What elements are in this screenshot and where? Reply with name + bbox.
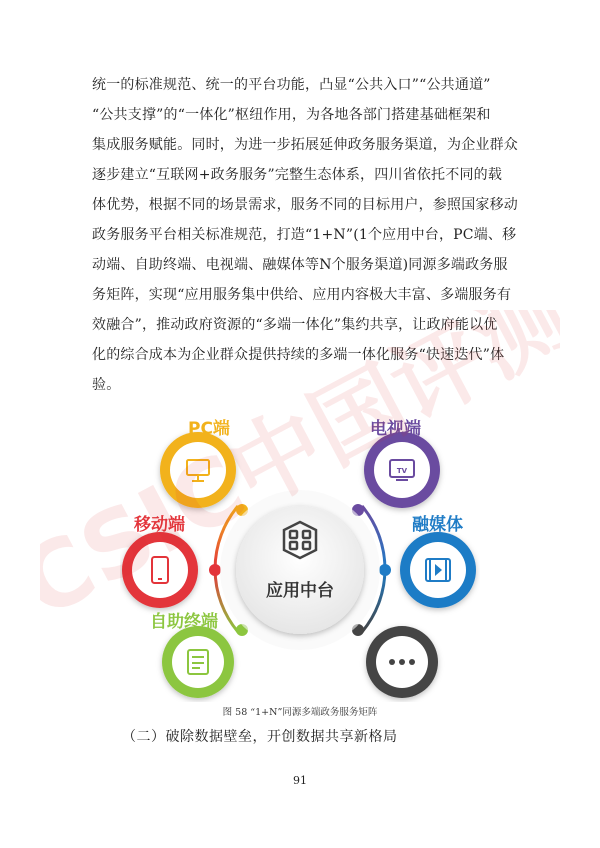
paragraph-line: 体优势，根据不同的场景需求，服务不同的目标用户，参照国家移动	[92, 197, 518, 213]
pc-label: PC端	[188, 419, 230, 439]
paragraph-line: “公共支撑”的“一体化”枢纽作用，为各地各部门搭建基础框架和	[92, 107, 491, 123]
media-label: 融媒体	[412, 515, 463, 535]
mobile-node	[122, 532, 198, 608]
diagram-1-plus-n	[120, 412, 480, 702]
watermark-text: CSIC中国评测	[40, 310, 560, 610]
connector-dot	[209, 564, 221, 576]
paragraph-line: 化的综合成本为企业群众提供持续的多端一体化服务“快速迭代”体	[92, 347, 505, 363]
paragraph-line: 集成服务赋能。同时，为进一步拓展延伸政务服务渠道，为企业群众	[92, 137, 518, 153]
paragraph-line: 动端、自助终端、电视端、融媒体等N个服务渠道)同源多端政务服	[92, 257, 508, 273]
figure-caption: 图 58 “1+N”同源多端政务服务矩阵	[222, 707, 378, 718]
center-label: 应用中台	[266, 581, 334, 601]
mobile-label: 移动端	[134, 515, 185, 535]
tv-icon-text: TV	[396, 467, 408, 475]
diagram-svg	[120, 412, 480, 702]
more-dots-icon	[389, 659, 415, 665]
pc-node	[160, 432, 236, 508]
paragraph-line: 政务服务平台相关标准规范，打造“1+N”(1个应用中台，PC端、移	[92, 227, 517, 243]
center-circle	[236, 506, 364, 634]
section-subheading: （二）破除数据壁垒，开创数据共享新格局	[122, 729, 398, 745]
paragraph-line: 验。	[92, 377, 121, 393]
paragraph-line: 效融合”，推动政府资源的“多端一体化”集约共享，让政府能以优	[92, 317, 498, 333]
page-number: 91	[293, 774, 307, 787]
body-paragraph	[92, 70, 524, 400]
paragraph-line: 统一的标准规范、统一的平台功能，凸显“公共入口”“公共通道”	[92, 77, 491, 93]
paragraph-line: 务矩阵，实现“应用服务集中供给、应用内容极大丰富、多端服务有	[92, 287, 512, 303]
connector-dot	[379, 564, 391, 576]
tv-label: 电视端	[370, 419, 421, 439]
paragraph-line: 逐步建立“互联网+政务服务”完整生态体系，四川省依托不同的载	[92, 167, 503, 183]
kiosk-label: 自助终端	[150, 612, 218, 632]
